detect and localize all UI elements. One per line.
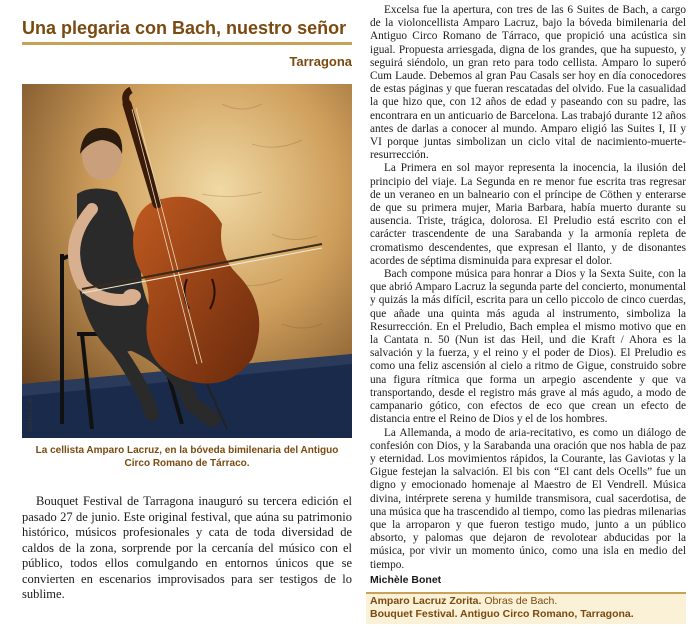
body-paragraph: La Primera en sol mayor representa la inocencia, la ilusión del principio del viaje. La Segunda en re menor fue escrita tras regresar de un veraneo en un balneario con el príncipe de Cöthen y enterarse de que su primera mujer, Maria Barbara, había muerto durante su ausencia. Triste, trágica, dolorosa. El Preludio está escrito con el carácter trascendente de una Sarabanda y la armonía repleta de cromatismo descendentes, que expresan el llanto, y de disonantes acordes de séptima disminuida para expresar el dolor. — [370, 162, 686, 267]
credit-line-1 — [370, 595, 682, 608]
article-intro: Bouquet Festival de Tarragona inauguró su tercera edición el pasado 27 de junio. Este original festival, que aúna su patrimonio histórico, músicos profesionales y cata de toda diversidad de caldos de la zona, sorprende por la cercanía del músico con el público, todos ellos comulgando en entornos únicos que se convierten en escenarios improvisados para ser testigos de lo sublime. — [22, 494, 352, 601]
article-title: Una plegaria con Bach, nuestro señor — [22, 18, 347, 38]
cellist-illustration — [22, 84, 352, 438]
performance-credits — [366, 592, 686, 624]
venue: Bouquet Festival. Antiguo Circo Romano, Tarragona. — [370, 608, 634, 620]
credit-line-2 — [370, 608, 682, 621]
program: Obras de Bach. — [481, 595, 558, 607]
body-paragraph: Excelsa fue la apertura, con tres de las 6 Suites de Bach, a cargo de la violoncellista Amparo Lacruz, bajo la bóveda bimilenaria del Antiguo Circo Romano de Tárraco, que propició una acústica sin igual. Propuesta arriesgada, digna de los grandes, que ha supuesto, y seguirá siéndolo, un gran reto para todo cellista. Amparo lo superó Cum Laude. Debemos al gran Pau Casals ser hoy en día conocedores de estas páginas y que fueran rescatadas del olvido. Fue la casualidad la que hizo que, con 12 años de edad y paseando con su padre, las encontrara en un anticuario de Barcelona. Las trabajó durante 12 años antes de darlas a conocer al mundo. Amparo eligió las Suites I, II y VI porque juntas simbolizan un ciclo vital de nacimiento-muerte-resurrección. — [370, 4, 686, 162]
performer-name: Amparo Lacruz Zorita. — [370, 595, 482, 607]
title-rule — [22, 42, 352, 45]
body-paragraph: Bach compone música para honrar a Dios y la Sexta Suite, con la que abrió Amparo Lacruz la segunda parte del concierto, monumental y quizás la más difícil, escrita para un cello piccolo de cinco cuerdas, que añade una quinta más aguda al instrumento, simboliza la Resurrección. En el Preludio, Bach emplea el mismo motivo que en la Cantata n. 50 (Nun ist das Heil, und die Kraft / Ahora es la salvación y la fuerza, y el reino y el poder de Dios). El Preludio es como una feliz ascensión al cielo a ritmo de Gigue, construido sobre una figura rítmica que forma un arpegio ascendente y que va transportando, desde el registro más grave al más agudo, a modo de campanario gótico, con efectos de eco que crean un efecto de distancia entre el Reino de Dios y el de los hombres. — [370, 268, 686, 426]
body-paragraph: La Allemanda, a modo de aria-recitativo, es como un diálogo de confesión con Dios, y la Sarabanda una oración que nos habla de paz y eternidad. Los movimientos rápidos, la Courante, las Gaviotas y la Gigue festejan la salvación. El bis con “El cant dels Ocells” fue un digno y emocionado homenaje al Maestro de El Vendrell. Música divina, intérprete serena y humilde transmisora, cual sacerdotisa, de una música que ha trascendido al tiempo, como las piedras milenarias que la arroparon y que fueron testigo mudo, junto a un público absorto, y palomas que dejaron de revolotear abducidas por la música, por vivir un momento único, como una isla en medio del tiempo. — [370, 426, 686, 571]
article-author: Michèle Bonet — [370, 574, 442, 586]
article-body — [370, 4, 686, 572]
photo-credit: Antoni Coll — [27, 398, 34, 432]
article-location: Tarragona — [289, 54, 352, 69]
cellist-photo — [22, 84, 352, 438]
photo-caption: La cellista Amparo Lacruz, en la bóveda bimilenaria del Antiguo Circo Romano de Tárraco. — [35, 445, 339, 469]
